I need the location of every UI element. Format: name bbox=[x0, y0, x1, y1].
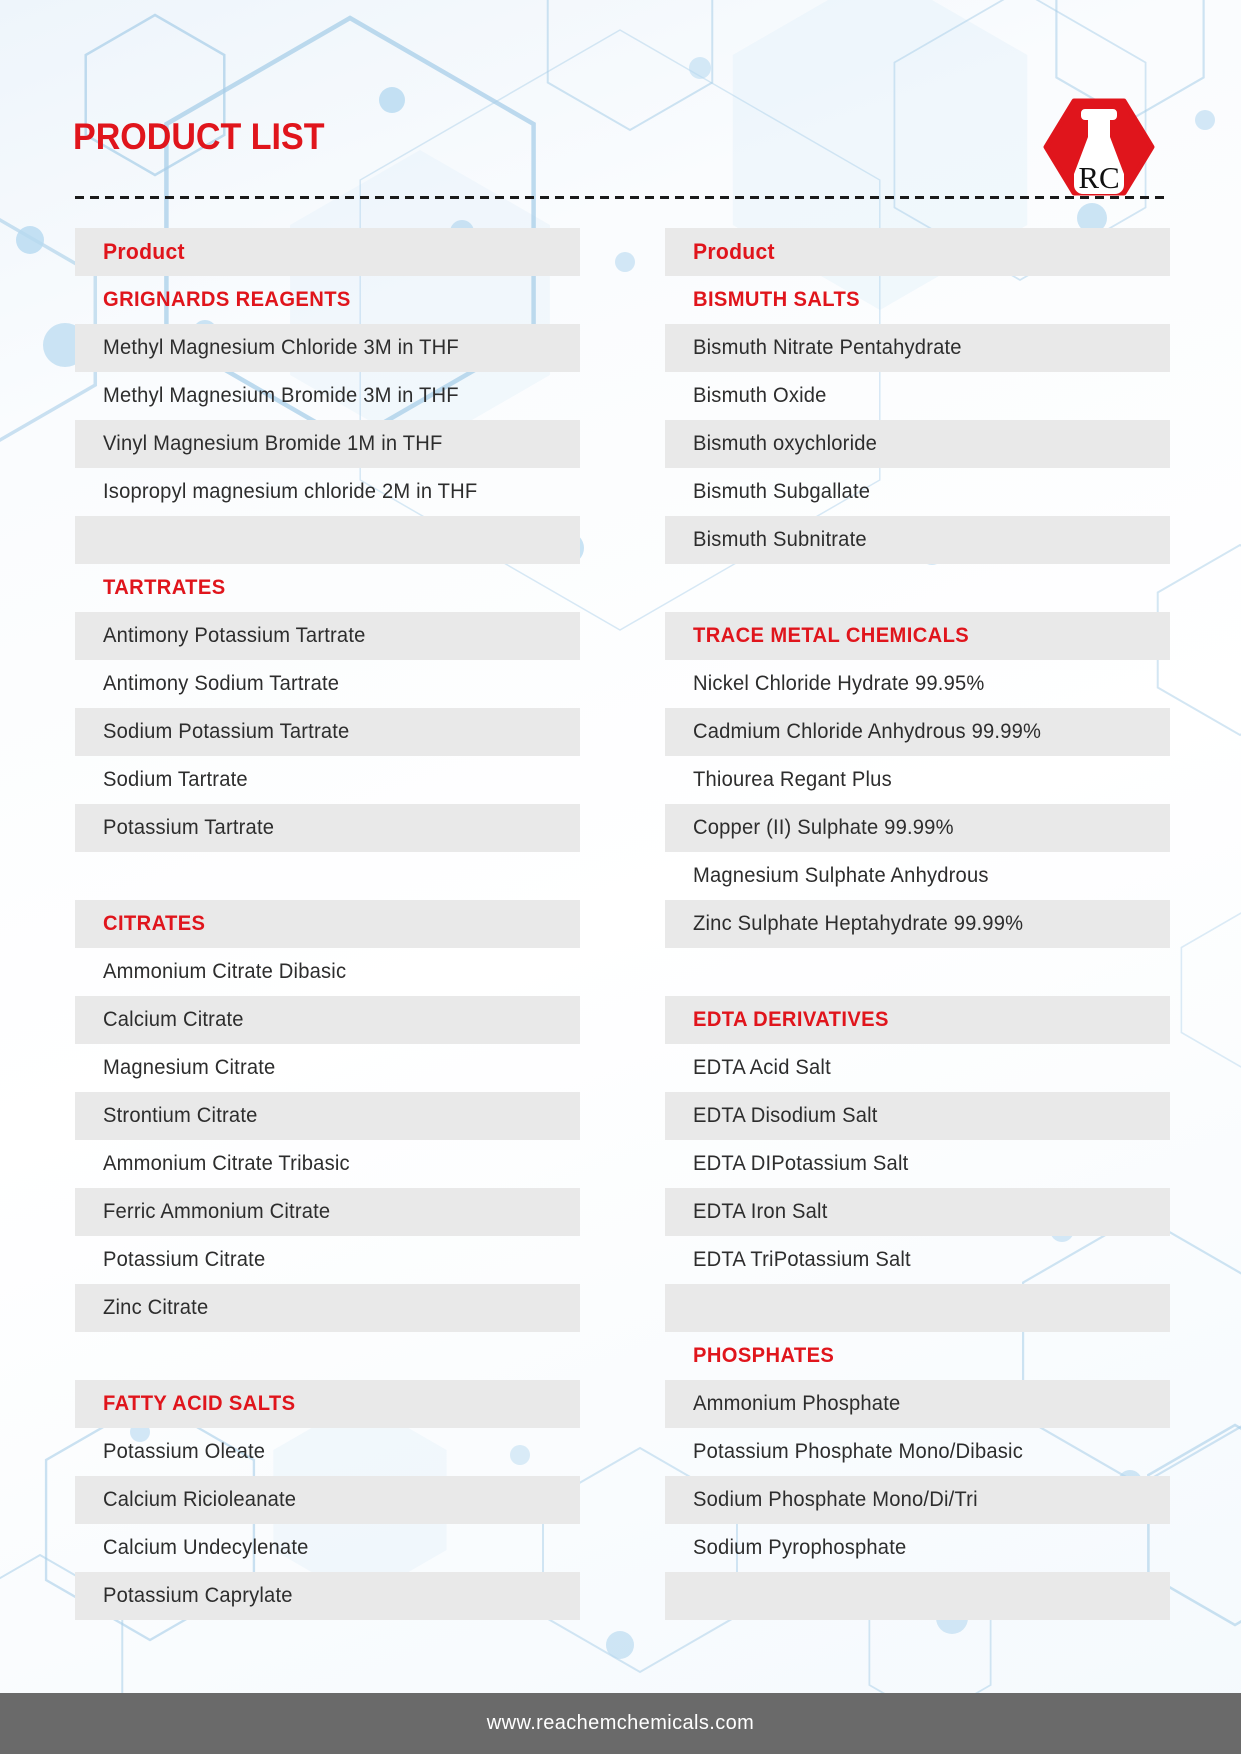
page-title: PRODUCT LIST bbox=[73, 116, 325, 157]
row-label: EDTA Disodium Salt bbox=[693, 1104, 878, 1127]
row-label: Vinyl Magnesium Bromide 1M in THF bbox=[103, 432, 443, 455]
row-label: Cadmium Chloride Anhydrous 99.99% bbox=[693, 720, 1042, 743]
logo-monogram: RC bbox=[1078, 160, 1120, 195]
dashed-divider bbox=[75, 196, 1170, 199]
product-row bbox=[665, 852, 1170, 900]
row-label: TARTRATES bbox=[103, 576, 226, 599]
product-row bbox=[665, 1428, 1170, 1476]
empty-row bbox=[665, 1284, 1170, 1332]
row-label: PHOSPHATES bbox=[693, 1344, 835, 1367]
product-row bbox=[665, 900, 1170, 948]
product-row bbox=[75, 756, 580, 804]
product-row bbox=[75, 1428, 580, 1476]
product-row bbox=[665, 660, 1170, 708]
row-label: TRACE METAL CHEMICALS bbox=[693, 624, 970, 647]
product-row bbox=[75, 996, 580, 1044]
product-row bbox=[75, 612, 580, 660]
product-row bbox=[665, 1476, 1170, 1524]
product-row bbox=[75, 660, 580, 708]
row-label: Potassium Phosphate Mono/Dibasic bbox=[693, 1440, 1023, 1463]
row-label: Sodium Phosphate Mono/Di/Tri bbox=[693, 1488, 978, 1511]
section-header-row bbox=[665, 276, 1170, 324]
empty-row bbox=[665, 564, 1170, 612]
row-label: EDTA DIPotassium Salt bbox=[693, 1152, 909, 1175]
row-label: Calcium Ricioleanate bbox=[103, 1488, 297, 1511]
row-label: Bismuth Subnitrate bbox=[693, 528, 867, 551]
row-label: Zinc Citrate bbox=[103, 1296, 209, 1319]
row-label: EDTA Iron Salt bbox=[693, 1200, 828, 1223]
row-label: Bismuth oxychloride bbox=[693, 432, 878, 455]
empty-row bbox=[665, 1572, 1170, 1620]
row-label: Antimony Sodium Tartrate bbox=[103, 672, 340, 695]
row-label: Magnesium Citrate bbox=[103, 1056, 276, 1079]
section-header-row bbox=[665, 612, 1170, 660]
product-row bbox=[665, 1092, 1170, 1140]
row-label: Bismuth Subgallate bbox=[693, 480, 871, 503]
row-label: EDTA TriPotassium Salt bbox=[693, 1248, 911, 1271]
row-label: Methyl Magnesium Chloride 3M in THF bbox=[103, 336, 459, 359]
product-row bbox=[75, 1236, 580, 1284]
product-row bbox=[665, 420, 1170, 468]
row-label: Sodium Potassium Tartrate bbox=[103, 720, 350, 743]
product-row bbox=[75, 324, 580, 372]
product-row bbox=[665, 1044, 1170, 1092]
row-label: Magnesium Sulphate Anhydrous bbox=[693, 864, 989, 887]
product-row bbox=[75, 372, 580, 420]
row-label: Strontium Citrate bbox=[103, 1104, 258, 1127]
column-header-row bbox=[75, 228, 580, 276]
row-label: Potassium Oleate bbox=[103, 1440, 266, 1463]
section-header-row bbox=[665, 1332, 1170, 1380]
section-header-row bbox=[75, 900, 580, 948]
row-label: Sodium Pyrophosphate bbox=[693, 1536, 907, 1559]
row-label: Thiourea Regant Plus bbox=[693, 768, 892, 791]
product-row bbox=[665, 756, 1170, 804]
row-label: Sodium Tartrate bbox=[103, 768, 248, 791]
row-label: EDTA Acid Salt bbox=[693, 1056, 831, 1079]
product-row bbox=[75, 1140, 580, 1188]
row-label: Product bbox=[103, 239, 185, 264]
row-label: Nickel Chloride Hydrate 99.95% bbox=[693, 672, 985, 695]
row-label: BISMUTH SALTS bbox=[693, 288, 861, 311]
row-label: CITRATES bbox=[103, 912, 206, 935]
row-label: Potassium Caprylate bbox=[103, 1584, 293, 1607]
row-label: Potassium Tartrate bbox=[103, 816, 275, 839]
row-label: Bismuth Nitrate Pentahydrate bbox=[693, 336, 962, 359]
row-label: Potassium Citrate bbox=[103, 1248, 266, 1271]
product-row bbox=[75, 1524, 580, 1572]
product-row bbox=[665, 1188, 1170, 1236]
rc-logo-icon bbox=[1043, 98, 1155, 196]
product-row bbox=[75, 708, 580, 756]
product-row bbox=[665, 468, 1170, 516]
section-header-row bbox=[75, 564, 580, 612]
column-header-row bbox=[665, 228, 1170, 276]
product-row bbox=[75, 420, 580, 468]
row-label: Copper (II) Sulphate 99.99% bbox=[693, 816, 954, 839]
row-label: Zinc Sulphate Heptahydrate 99.99% bbox=[693, 912, 1024, 935]
row-label: Product bbox=[693, 239, 775, 264]
product-row bbox=[75, 804, 580, 852]
empty-row bbox=[75, 516, 580, 564]
section-header-row bbox=[75, 1380, 580, 1428]
product-column-left bbox=[75, 228, 580, 1620]
product-row bbox=[665, 516, 1170, 564]
product-row bbox=[665, 1380, 1170, 1428]
product-row bbox=[665, 1236, 1170, 1284]
row-label: Methyl Magnesium Bromide 3M in THF bbox=[103, 384, 459, 407]
product-row bbox=[75, 468, 580, 516]
product-row bbox=[75, 948, 580, 996]
product-row bbox=[75, 1092, 580, 1140]
product-row bbox=[665, 804, 1170, 852]
row-label: Ferric Ammonium Citrate bbox=[103, 1200, 331, 1223]
row-label: Calcium Undecylenate bbox=[103, 1536, 309, 1559]
footer-url: www.reachemchemicals.com bbox=[486, 1712, 755, 1734]
row-label: GRIGNARDS REAGENTS bbox=[103, 288, 351, 311]
row-label: Isopropyl magnesium chloride 2M in THF bbox=[103, 480, 478, 503]
product-row bbox=[75, 1044, 580, 1092]
row-label: EDTA DERIVATIVES bbox=[693, 1008, 889, 1031]
empty-row bbox=[75, 1332, 580, 1380]
product-column-right bbox=[665, 228, 1170, 1620]
row-label: FATTY ACID SALTS bbox=[103, 1392, 296, 1415]
product-row bbox=[665, 708, 1170, 756]
product-row bbox=[665, 324, 1170, 372]
row-label: Ammonium Phosphate bbox=[693, 1392, 901, 1415]
empty-row bbox=[75, 852, 580, 900]
product-row bbox=[75, 1572, 580, 1620]
product-row bbox=[665, 372, 1170, 420]
footer bbox=[0, 1693, 1241, 1754]
section-header-row bbox=[665, 996, 1170, 1044]
product-row bbox=[75, 1188, 580, 1236]
row-label: Calcium Citrate bbox=[103, 1008, 244, 1031]
product-row bbox=[665, 1140, 1170, 1188]
row-label: Bismuth Oxide bbox=[693, 384, 827, 407]
row-label: Ammonium Citrate Dibasic bbox=[103, 960, 347, 983]
section-header-row bbox=[75, 276, 580, 324]
row-label: Antimony Potassium Tartrate bbox=[103, 624, 366, 647]
product-row bbox=[75, 1476, 580, 1524]
product-row bbox=[665, 1524, 1170, 1572]
product-row bbox=[75, 1284, 580, 1332]
row-label: Ammonium Citrate Tribasic bbox=[103, 1152, 350, 1175]
empty-row bbox=[665, 948, 1170, 996]
